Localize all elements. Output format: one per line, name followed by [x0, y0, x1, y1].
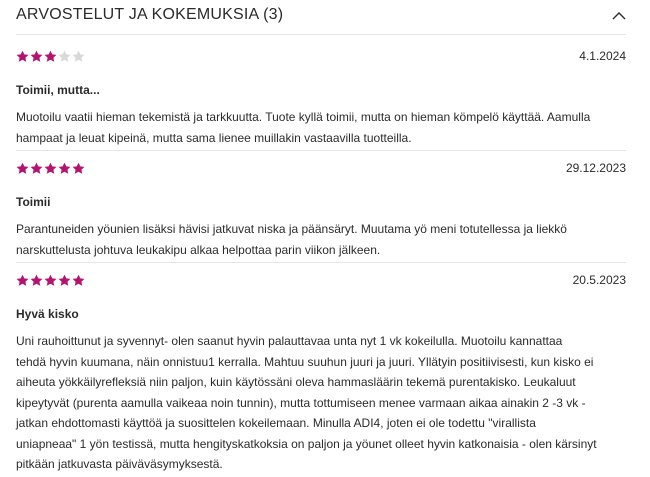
- star-empty-icon: [72, 50, 85, 63]
- review-divider: [16, 150, 626, 151]
- chevron-up-icon[interactable]: [612, 8, 626, 22]
- star-filled-icon: [16, 50, 29, 63]
- star-filled-icon: [44, 274, 57, 287]
- star-filled-icon: [16, 274, 29, 287]
- review-date: 20.5.2023: [572, 273, 626, 287]
- star-rating: [16, 162, 85, 175]
- star-filled-icon: [30, 50, 43, 63]
- review-body: Parantuneiden yöunien lisäksi hävisi jatkuvat niska ja päänsäryt. Muutama yö meni totutellessa ja liekkö narskuttelusta johtuva leukakipu alkaa helpottaa parin viikon jälkeen.: [16, 222, 567, 257]
- star-rating: [16, 50, 85, 63]
- star-filled-icon: [58, 274, 71, 287]
- review-date: 4.1.2024: [579, 49, 626, 63]
- star-filled-icon: [44, 50, 57, 63]
- star-filled-icon: [16, 162, 29, 175]
- review-body: Muotoilu vaatii hieman tekemistä ja tarkkuutta. Tuote kyllä toimii, mutta on hieman kömpelö käyttää. Aamulla hampaat ja leuat kipeinä, mutta sama lienee muillakin vastaavilla tuotteilla.: [16, 110, 591, 145]
- reviews-section-title: ARVOSTELUT JA KOKEMUKSIA (3): [16, 6, 284, 23]
- review-title: Toimii: [16, 195, 51, 209]
- star-filled-icon: [30, 274, 43, 287]
- star-filled-icon: [72, 274, 85, 287]
- review-body: Uni rauhoittunut ja syvennyt- olen saanut hyvin palauttavaa unta nyt 1 vk kokeilulla. Muotoilu kannattaa tehdä hyvin kuumana, näin onnistuu1 kerralla. Mahtuu suuhun juuri ja juuri. Yllätyin positiivisesti, kun kisko ei aiheuta yökkäilyrefleksiä niin paljon, kuin käytössäni oleva hammasläärin tekemä purentakisko. Leukaluut kipeytyvät (purenta aamulla vaikeaa noin tunnin), mutta tottumiseen menee varmaan aikaa ainakin 2 -3 vk - jatkan ehdottomasti käyttöä ja suosittelen kokeilemaan. Minulla ADI4, joten ei ole todettu "virallista uniapneaa" 1 yön testissä, mutta hengityskatkoksia on paljon ja yöunet olleet hyvin katkonaisia - olen kärsinyt pitkään jatkuvasta päiväväsymyksestä.: [16, 334, 597, 471]
- review-item: [16, 272, 626, 475]
- reviews-section-header[interactable]: [16, 0, 628, 30]
- review-item: [16, 160, 626, 260]
- star-empty-icon: [58, 50, 71, 63]
- review-divider: [16, 262, 626, 263]
- star-filled-icon: [58, 162, 71, 175]
- review-title: Hyvä kisko: [16, 307, 79, 321]
- review-title: Toimii, mutta...: [16, 83, 100, 97]
- star-rating: [16, 274, 85, 287]
- star-filled-icon: [30, 162, 43, 175]
- star-filled-icon: [72, 162, 85, 175]
- review-date: 29.12.2023: [565, 161, 626, 175]
- review-item: [16, 48, 626, 148]
- header-divider: [16, 34, 626, 35]
- star-filled-icon: [44, 162, 57, 175]
